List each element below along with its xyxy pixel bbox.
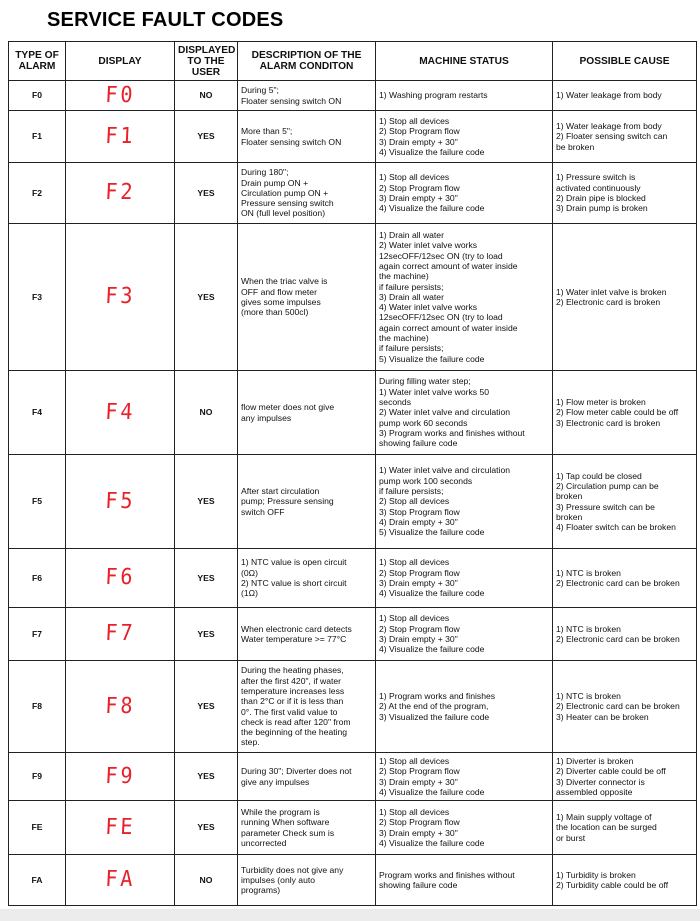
displayed-to-user-cell — [175, 455, 238, 549]
machine-status-cell — [376, 549, 553, 608]
alarm-type-cell-text: F3 — [31, 291, 43, 302]
displayed-to-user-cell-text: YES — [197, 187, 215, 198]
table-header-row — [9, 42, 697, 81]
alarm-type-cell — [9, 371, 66, 455]
seven-segment-code: FE — [104, 814, 136, 840]
displayed-to-user-cell — [175, 801, 238, 855]
alarm-type-cell-text: F0 — [31, 90, 43, 101]
table-row — [9, 549, 697, 608]
header-type-of-alarm: TYPE OF ALARM — [9, 42, 66, 81]
alarm-type-cell-text: FA — [31, 874, 43, 885]
machine-status-cell — [376, 455, 553, 549]
possible-cause-cell-text: 1) Main supply voltage of the location can be surged or burst — [556, 812, 657, 843]
seven-segment-code: F4 — [104, 399, 136, 425]
possible-cause-cell — [553, 371, 697, 455]
possible-cause-cell — [553, 801, 697, 855]
displayed-to-user-cell — [175, 753, 238, 801]
machine-status-cell-text: 1) Washing program restarts — [379, 90, 488, 101]
table-row — [9, 855, 697, 906]
displayed-to-user-cell-text: YES — [197, 572, 215, 583]
possible-cause-cell — [553, 163, 697, 224]
displayed-to-user-cell-text: YES — [197, 822, 215, 833]
alarm-type-cell — [9, 661, 66, 753]
displayed-to-user-cell — [175, 371, 238, 455]
alarm-type-cell — [9, 549, 66, 608]
table-row — [9, 224, 697, 371]
displayed-to-user-cell-text: NO — [199, 407, 213, 418]
machine-status-cell-text: 1) Stop all devices 2) Stop Program flow 3) Drain empty + 30" 4) Visualize the failure code — [379, 115, 485, 157]
display-code-cell — [66, 753, 175, 801]
possible-cause-cell-text: 1) NTC is broken 2) Electronic card can be broken — [556, 623, 680, 644]
alarm-type-cell — [9, 111, 66, 163]
displayed-to-user-cell — [175, 111, 238, 163]
displayed-to-user-cell — [175, 661, 238, 753]
displayed-to-user-cell-text: YES — [197, 771, 215, 782]
machine-status-cell — [376, 661, 553, 753]
alarm-type-cell-text: F4 — [31, 407, 43, 418]
table-row — [9, 81, 697, 111]
displayed-to-user-cell — [175, 81, 238, 111]
description-cell — [238, 111, 376, 163]
description-cell — [238, 608, 376, 661]
table-row — [9, 608, 697, 661]
displayed-to-user-cell — [175, 608, 238, 661]
display-code-cell — [66, 855, 175, 906]
display-code-cell — [66, 111, 175, 163]
machine-status-cell-text: 1) Stop all devices 2) Stop Program flow 3) Drain empty + 30" 4) Visualize the failure code — [379, 806, 485, 848]
header-machine-status: MACHINE STATUS — [376, 42, 553, 81]
display-code-cell — [66, 163, 175, 224]
machine-status-cell-text: 1) Stop all devices 2) Stop Program flow 3) Drain empty + 30" 4) Visualize the failure code — [379, 557, 485, 599]
display-code-cell — [66, 661, 175, 753]
description-cell-text: Turbidity does not give any impulses (only auto programs) — [241, 864, 344, 896]
machine-status-cell — [376, 608, 553, 661]
possible-cause-cell-text: 1) Pressure switch is activated continuously 2) Drain pipe is blocked 3) Drain pump is broken — [556, 172, 648, 214]
description-cell — [238, 371, 376, 455]
possible-cause-cell-text: 1) Flow meter is broken 2) Flow meter cable could be off 3) Electronic card is broken — [556, 397, 679, 428]
possible-cause-cell-text: 1) Water leakage from body — [556, 90, 662, 101]
seven-segment-code: F3 — [104, 284, 136, 309]
seven-segment-code: F2 — [104, 180, 136, 205]
table-row — [9, 111, 697, 163]
header-possible-cause: POSSIBLE CAUSE — [553, 42, 697, 81]
machine-status-cell-text: 1) Water inlet valve and circulation pump work 100 seconds if failure persists; 2) Stop all devices 3) Stop Program flow 4) Drain empty + 30" 5) Visualize the failure code — [379, 465, 511, 538]
display-code-cell — [66, 608, 175, 661]
description-cell — [238, 661, 376, 753]
alarm-type-cell — [9, 455, 66, 549]
alarm-type-cell — [9, 608, 66, 661]
alarm-type-cell — [9, 81, 66, 111]
alarm-type-cell — [9, 855, 66, 906]
possible-cause-cell-text: 1) Tap could be closed 2) Circulation pump can be broken 3) Pressure switch can be broken 4) Floater switch can be broken — [556, 470, 676, 533]
alarm-type-cell-text: F6 — [31, 572, 43, 583]
display-code-cell — [66, 549, 175, 608]
table-row — [9, 801, 697, 855]
description-cell-text: During the heating phases, after the first 420", if water temperature increases less than 2°C or if it is less than 0°. The first valid value to check is read after 120" from the beginning of the heating step. — [241, 665, 351, 748]
seven-segment-code: F7 — [104, 621, 136, 646]
fault-codes-table — [8, 41, 697, 906]
alarm-type-cell-text: F5 — [31, 496, 43, 507]
machine-status-cell — [376, 801, 553, 855]
possible-cause-cell — [553, 661, 697, 753]
table-row — [9, 753, 697, 801]
display-code-cell — [66, 224, 175, 371]
description-cell-text: 1) NTC value is open circuit (0Ω) 2) NTC value is short circuit (1Ω) — [241, 557, 347, 599]
possible-cause-cell-text: 1) Turbidity is broken 2) Turbidity cable could be off — [556, 869, 669, 890]
possible-cause-cell — [553, 455, 697, 549]
header-description: DESCRIPTION OF THE ALARM CONDITON — [238, 42, 376, 81]
display-code-cell — [66, 801, 175, 855]
machine-status-cell — [376, 163, 553, 224]
table-row — [9, 163, 697, 224]
displayed-to-user-cell-text: YES — [197, 131, 215, 142]
page-title: SERVICE FAULT CODES — [47, 9, 284, 31]
machine-status-cell-text: 1) Stop all devices 2) Stop Program flow 3) Drain empty + 30" 4) Visualize the failure code — [379, 613, 485, 655]
displayed-to-user-cell — [175, 549, 238, 608]
machine-status-cell — [376, 371, 553, 455]
possible-cause-cell — [553, 753, 697, 801]
seven-segment-code: F8 — [104, 693, 136, 719]
bottom-scroll-strip — [0, 909, 700, 921]
machine-status-cell — [376, 111, 553, 163]
possible-cause-cell — [553, 608, 697, 661]
possible-cause-cell-text: 1) NTC is broken 2) Electronic card can be broken 3) Heater can be broken — [556, 691, 680, 722]
machine-status-cell-text: 1) Drain all water 2) Water inlet valve works 12secOFF/12sec ON (try to load again correct amount of water inside the machine) if failure persists; 3) Drain all water 4) Water inlet valve works 12secOFF/12sec ON (try to load again correct amount of water inside the machine) if failure persists; 5) Visualize the failure code — [379, 230, 518, 364]
description-cell-text: During 180"; Drain pump ON + Circulation pump ON + Pressure sensing switch ON (full level position) — [241, 167, 334, 219]
alarm-type-cell-text: F1 — [31, 131, 43, 142]
possible-cause-cell-text: 1) Water inlet valve is broken 2) Electronic card is broken — [556, 286, 667, 307]
table-row — [9, 455, 697, 549]
alarm-type-cell-text: F8 — [31, 701, 43, 712]
displayed-to-user-cell — [175, 224, 238, 371]
machine-status-cell — [376, 855, 553, 906]
possible-cause-cell-text: 1) Water leakage from body 2) Floater sensing switch can be broken — [556, 121, 668, 152]
description-cell-text: During 5"; Floater sensing switch ON — [241, 85, 342, 106]
possible-cause-cell — [553, 549, 697, 608]
possible-cause-cell-text: 1) Diverter is broken 2) Diverter cable could be off 3) Diverter connector is assembled opposite — [556, 755, 666, 797]
machine-status-cell-text: 1) Stop all devices 2) Stop Program flow 3) Drain empty + 30" 4) Visualize the failure code — [379, 172, 485, 214]
description-cell — [238, 163, 376, 224]
possible-cause-cell — [553, 81, 697, 111]
table-row — [9, 371, 697, 455]
alarm-type-cell — [9, 753, 66, 801]
description-cell — [238, 224, 376, 371]
alarm-type-cell-text: F9 — [31, 771, 43, 782]
possible-cause-cell — [553, 224, 697, 371]
seven-segment-code: F5 — [104, 488, 136, 514]
description-cell-text: When the triac valve is OFF and flow meter gives some impulses (more than 500cl) — [241, 276, 328, 318]
machine-status-cell — [376, 81, 553, 111]
table-body — [9, 81, 697, 906]
displayed-to-user-cell-text: NO — [199, 90, 213, 101]
displayed-to-user-cell — [175, 163, 238, 224]
machine-status-cell-text: Program works and finishes without showing failure code — [379, 869, 515, 890]
alarm-type-cell — [9, 163, 66, 224]
description-cell-text: During 30"; Diverter does not give any impulses — [241, 766, 352, 787]
alarm-type-cell-text: F2 — [31, 187, 43, 198]
displayed-to-user-cell-text: YES — [197, 701, 215, 712]
seven-segment-code: F0 — [104, 82, 136, 108]
display-code-cell — [66, 81, 175, 111]
displayed-to-user-cell-text: YES — [197, 496, 215, 507]
description-cell-text: After start circulation pump; Pressure sensing switch OFF — [241, 486, 334, 517]
alarm-type-cell — [9, 224, 66, 371]
displayed-to-user-cell — [175, 855, 238, 906]
possible-cause-cell-text: 1) NTC is broken 2) Electronic card can be broken — [556, 567, 680, 588]
alarm-type-cell — [9, 801, 66, 855]
machine-status-cell — [376, 753, 553, 801]
description-cell — [238, 801, 376, 855]
displayed-to-user-cell-text: YES — [197, 291, 215, 302]
possible-cause-cell — [553, 855, 697, 906]
description-cell-text: While the program is running When software parameter Check sum is uncorrected — [241, 806, 335, 848]
display-code-cell — [66, 371, 175, 455]
header-displayed-to-user: DISPLAYED TO THE USER — [175, 42, 238, 81]
description-cell — [238, 549, 376, 608]
seven-segment-code: FA — [104, 867, 136, 892]
description-cell — [238, 455, 376, 549]
description-cell-text: flow meter does not give any impulses — [241, 402, 335, 423]
machine-status-cell — [376, 224, 553, 371]
seven-segment-code: F1 — [104, 123, 136, 149]
description-cell-text: More than 5"; Floater sensing switch ON — [241, 126, 342, 147]
alarm-type-cell-text: F7 — [31, 628, 43, 639]
description-cell — [238, 855, 376, 906]
description-cell — [238, 753, 376, 801]
seven-segment-code: F9 — [104, 763, 136, 789]
alarm-type-cell-text: FE — [31, 822, 43, 833]
possible-cause-cell — [553, 111, 697, 163]
machine-status-cell-text: During filling water step; 1) Water inlet valve works 50 seconds 2) Water inlet valve and circulation pump work 60 seconds 3) Program works and finishes without showing failure code — [379, 376, 525, 449]
table-row — [9, 661, 697, 753]
description-cell — [238, 81, 376, 111]
machine-status-cell-text: 1) Program works and finishes 2) At the end of the program, 3) Visualized the failure code — [379, 691, 496, 722]
header-display: DISPLAY — [66, 42, 175, 81]
displayed-to-user-cell-text: NO — [199, 874, 213, 885]
displayed-to-user-cell-text: YES — [197, 628, 215, 639]
display-code-cell — [66, 455, 175, 549]
seven-segment-code: F6 — [104, 565, 136, 590]
description-cell-text: When electronic card detects Water temperature >= 77°C — [241, 623, 352, 644]
machine-status-cell-text: 1) Stop all devices 2) Stop Program flow 3) Drain empty + 30" 4) Visualize the failure code — [379, 755, 485, 797]
